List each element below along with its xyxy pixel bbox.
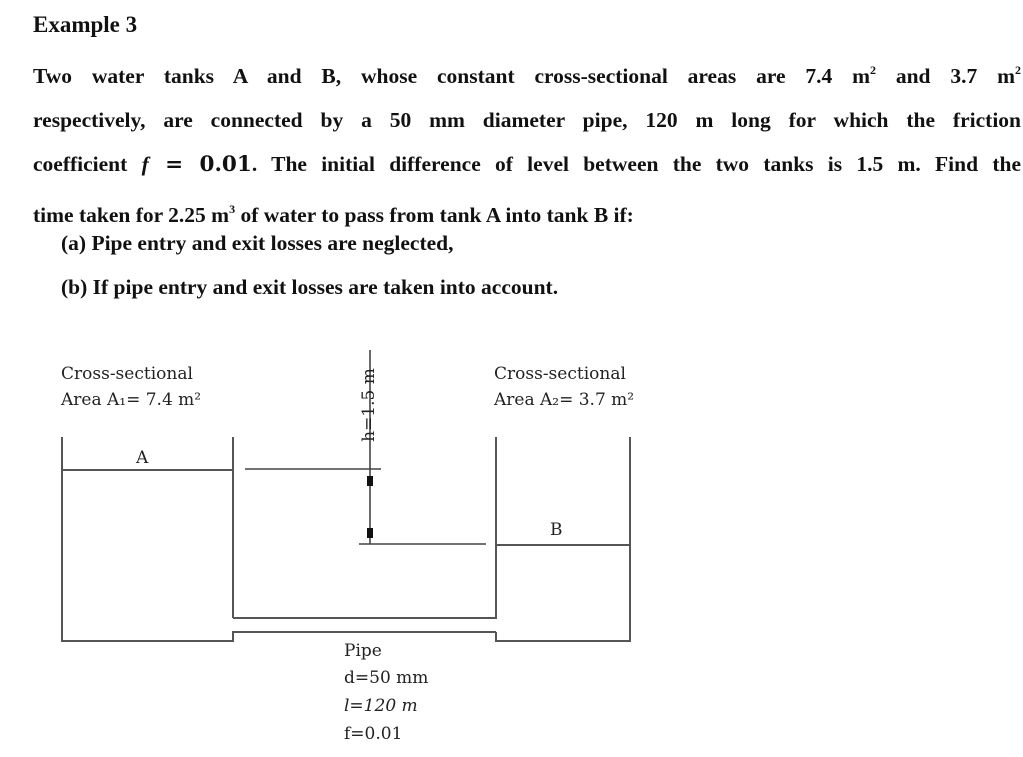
tank-a-outline — [62, 437, 496, 641]
pipe-title: Pipe — [344, 641, 382, 661]
tank-a-caption-line1: Cross-sectional — [61, 364, 193, 384]
text: coefficient — [33, 152, 142, 176]
superscript: 2 — [870, 63, 876, 77]
math-variable: f — [141, 152, 149, 176]
example-heading: Example 3 — [33, 12, 138, 37]
text: of water to pass from tank A into tank B if: — [235, 203, 634, 227]
pipe-length: l=120 m — [344, 696, 418, 716]
arrow-down-icon — [367, 528, 373, 538]
tank-b-caption-line2: Area A₂= 3.7 m² — [494, 390, 635, 410]
pipe-friction: f=0.01 — [344, 724, 403, 744]
superscript: 2 — [1015, 63, 1021, 77]
tank-a-label: A — [136, 448, 149, 468]
arrow-up-icon — [367, 476, 373, 486]
pipe-diameter: d=50 mm — [344, 668, 429, 688]
tank-b-outline — [496, 437, 630, 641]
text: . The initial difference of level between the two tanks is 1.5 m. Find the — [251, 152, 1021, 176]
text: Two water tanks A and B, whose constant cross-sectional areas are 7.4 m — [33, 64, 870, 88]
head-difference-label: h=1.5 m — [358, 368, 379, 442]
question-item-a: (a) Pipe entry and exit losses are neglected, — [61, 231, 454, 255]
problem-line-2: respectively, are connected by a 50 mm diameter pipe, 120 m long for which the friction — [33, 108, 1021, 132]
text: and 3.7 m — [876, 64, 1015, 88]
tank-b-label: B — [550, 520, 563, 540]
tank-a-caption-line2: Area A₁= 7.4 m² — [61, 390, 202, 410]
text: time taken for 2.25 m — [33, 203, 230, 227]
pipe-top — [233, 437, 496, 618]
question-item-b: (b) If pipe entry and exit losses are taken into account. — [61, 275, 559, 299]
math-value: = 0.01 — [148, 152, 252, 177]
superscript: 3 — [229, 202, 236, 216]
tank-b-caption-line1: Cross-sectional — [494, 364, 626, 384]
